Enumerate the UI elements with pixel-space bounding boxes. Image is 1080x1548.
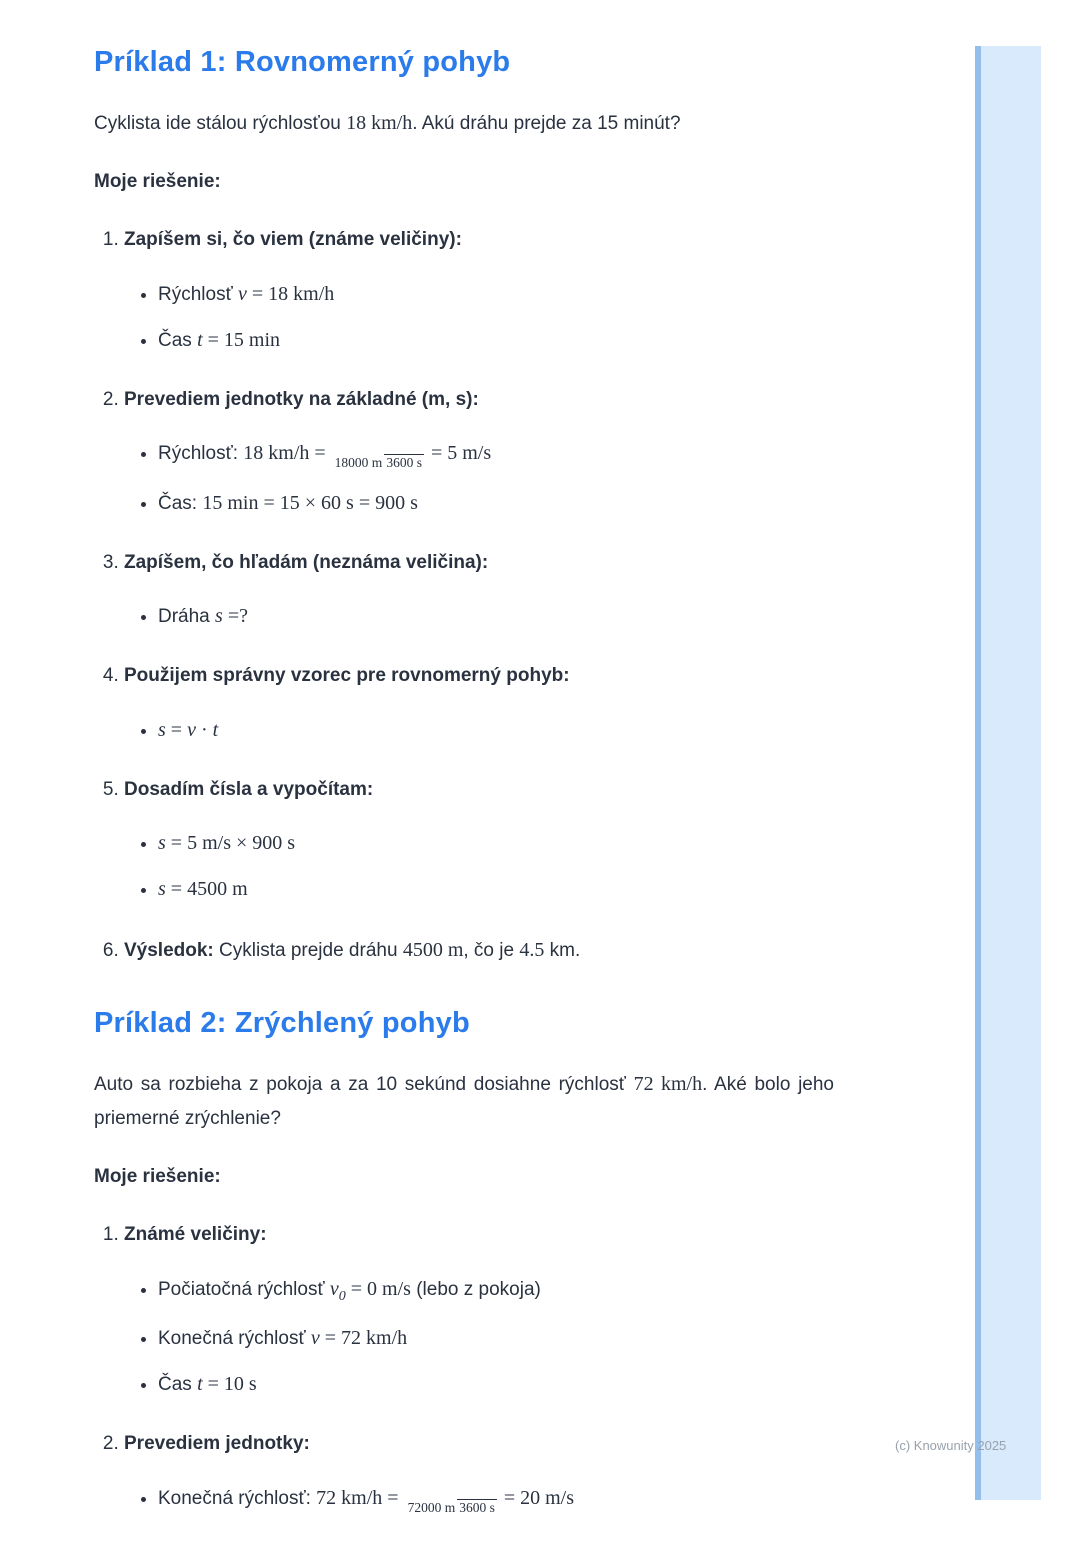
step-item: [124, 936, 834, 965]
math-value: 15 min = 15 × 60 s = 900 s: [202, 491, 418, 514]
step-item: [124, 1222, 834, 1399]
step-title: Prevediem jednotky na základné (m, s):: [124, 388, 479, 410]
bullet-list: [124, 602, 834, 631]
bullet-text: Rýchlosť: [158, 283, 238, 305]
example1-steps-list: [94, 227, 834, 965]
math-variable: v: [237, 282, 247, 305]
bullet-item: [158, 602, 834, 631]
watermark: (c) Knowunity 2025: [895, 1438, 1007, 1453]
math-variable: t: [212, 718, 219, 741]
math-value: = 15 min: [202, 328, 281, 351]
step-title: Prevediem jednotky:: [124, 1433, 310, 1454]
math-value: = 10 s: [202, 1373, 257, 1395]
bullet-list: [124, 829, 834, 904]
intro-text: Cyklista ide stálou rýchlosťou: [94, 113, 347, 134]
math-value: = 5 m/s × 900 s: [165, 832, 296, 855]
math-variable: v: [310, 1327, 320, 1349]
step-title: Zapíšem si, čo viem (známe veličiny):: [124, 229, 462, 251]
scrollbar-thumb[interactable]: [975, 46, 981, 1500]
math-fraction: [333, 455, 424, 471]
example1-intro: [94, 105, 834, 141]
math-variable: v: [329, 1277, 339, 1300]
math-variable: s: [158, 718, 166, 741]
bullet-text: (lebo z pokoja): [410, 1278, 541, 1300]
math-value: = 72 km/h: [319, 1327, 408, 1349]
bullet-item: [158, 1484, 834, 1516]
step-item: [124, 387, 834, 518]
math-value: = 0 m/s: [345, 1277, 411, 1300]
bullet-item: [158, 829, 834, 858]
bullet-text: Počiatočná rýchlosť: [158, 1278, 330, 1300]
math-value: 18 km/h =: [243, 442, 331, 465]
bullet-text: Dráha: [158, 606, 216, 628]
math-variable: t: [197, 328, 203, 351]
math-value: 18 km/h: [346, 112, 413, 134]
math-fraction: [406, 1500, 497, 1516]
step-item: [124, 777, 834, 905]
bullet-list: [124, 439, 834, 517]
example1-heading: Príklad 1: Rovnomerný pohyb: [94, 46, 511, 78]
bullet-item: [158, 280, 834, 309]
math-value: = 18 km/h: [246, 282, 335, 305]
bullet-item: [158, 716, 834, 745]
bullet-list: [124, 716, 834, 745]
math-value: 4.5: [519, 939, 545, 962]
bullet-item: [158, 1324, 834, 1353]
math-subscript: 0: [338, 1288, 346, 1304]
bullet-list: [124, 1484, 834, 1516]
bullet-text: Čas: [158, 1374, 198, 1395]
step-title: Výsledok:: [124, 940, 214, 962]
bullet-item: [158, 326, 834, 355]
intro-text: . Akú dráhu prejde za 15 minút?: [412, 113, 681, 134]
math-operator: ·: [195, 718, 213, 741]
bullet-item: [158, 1275, 834, 1307]
step-title: Zapíšem, čo hľadám (neznáma veličina):: [124, 551, 489, 573]
scrollbar-track[interactable]: [975, 46, 1041, 1500]
fraction-numerator: 18000 m: [334, 455, 383, 471]
step-title: Dosadím čísla a vypočítam:: [124, 778, 374, 800]
example1-solution-label: Moje riešenie:: [94, 171, 221, 193]
math-operator: =: [165, 718, 188, 741]
step-item: [124, 1431, 834, 1516]
result-text: Cyklista prejde dráhu: [213, 940, 403, 962]
step-title: Použijem správny vzorec pre rovnomerný pohyb:: [124, 665, 570, 687]
math-variable: s: [215, 605, 223, 628]
bullet-list: [124, 280, 834, 355]
math-value: 4500 m: [402, 939, 464, 962]
step-title: Známé veličiny:: [124, 1224, 267, 1246]
result-text: km.: [544, 940, 581, 962]
bullet-item: [158, 489, 834, 518]
bullet-item: [158, 439, 834, 471]
bullet-list: [124, 1275, 834, 1399]
document-page: [94, 46, 834, 1548]
bullet-text: Rýchlosť:: [158, 443, 244, 465]
bullet-text: Čas: [158, 329, 198, 351]
math-value: = 5 m/s: [425, 442, 492, 465]
example2-heading: Príklad 2: Zrýchlený pohyb: [94, 1006, 470, 1039]
math-value: =?: [222, 605, 248, 628]
bullet-item: [158, 1370, 834, 1399]
bullet-text: Konečná rýchlosť:: [158, 1487, 317, 1509]
example2-solution-label: Moje riešenie:: [94, 1166, 221, 1188]
bullet-item: [158, 875, 834, 904]
math-value: = 20 m/s: [498, 1486, 575, 1509]
intro-text: . Aké bolo jeho priemerné zrýchlenie?: [94, 1073, 834, 1130]
math-variable: s: [158, 832, 166, 855]
example2-intro: [94, 1066, 834, 1136]
fraction-numerator: 72000 m: [407, 1499, 456, 1515]
math-variable: s: [158, 878, 166, 901]
step-item: [124, 663, 834, 745]
math-variable: t: [197, 1373, 203, 1395]
step-item: [124, 227, 834, 355]
result-text: , čo je: [463, 940, 520, 962]
intro-text: Auto sa rozbieha z pokoja a za 10 sekúnd dosiahne rýchlosť: [94, 1073, 634, 1095]
bullet-text: Čas:: [158, 492, 203, 514]
math-variable: v: [187, 718, 196, 741]
step-item: [124, 550, 834, 632]
bullet-text: Konečná rýchlosť: [158, 1328, 311, 1349]
example2-steps-list: [94, 1222, 834, 1515]
math-value: 72 km/h: [633, 1072, 703, 1095]
fraction-denominator: 3600 s: [459, 1499, 495, 1515]
math-value: = 4500 m: [165, 878, 248, 901]
fraction-denominator: 3600 s: [386, 455, 422, 471]
math-value: 72 km/h =: [316, 1486, 404, 1509]
